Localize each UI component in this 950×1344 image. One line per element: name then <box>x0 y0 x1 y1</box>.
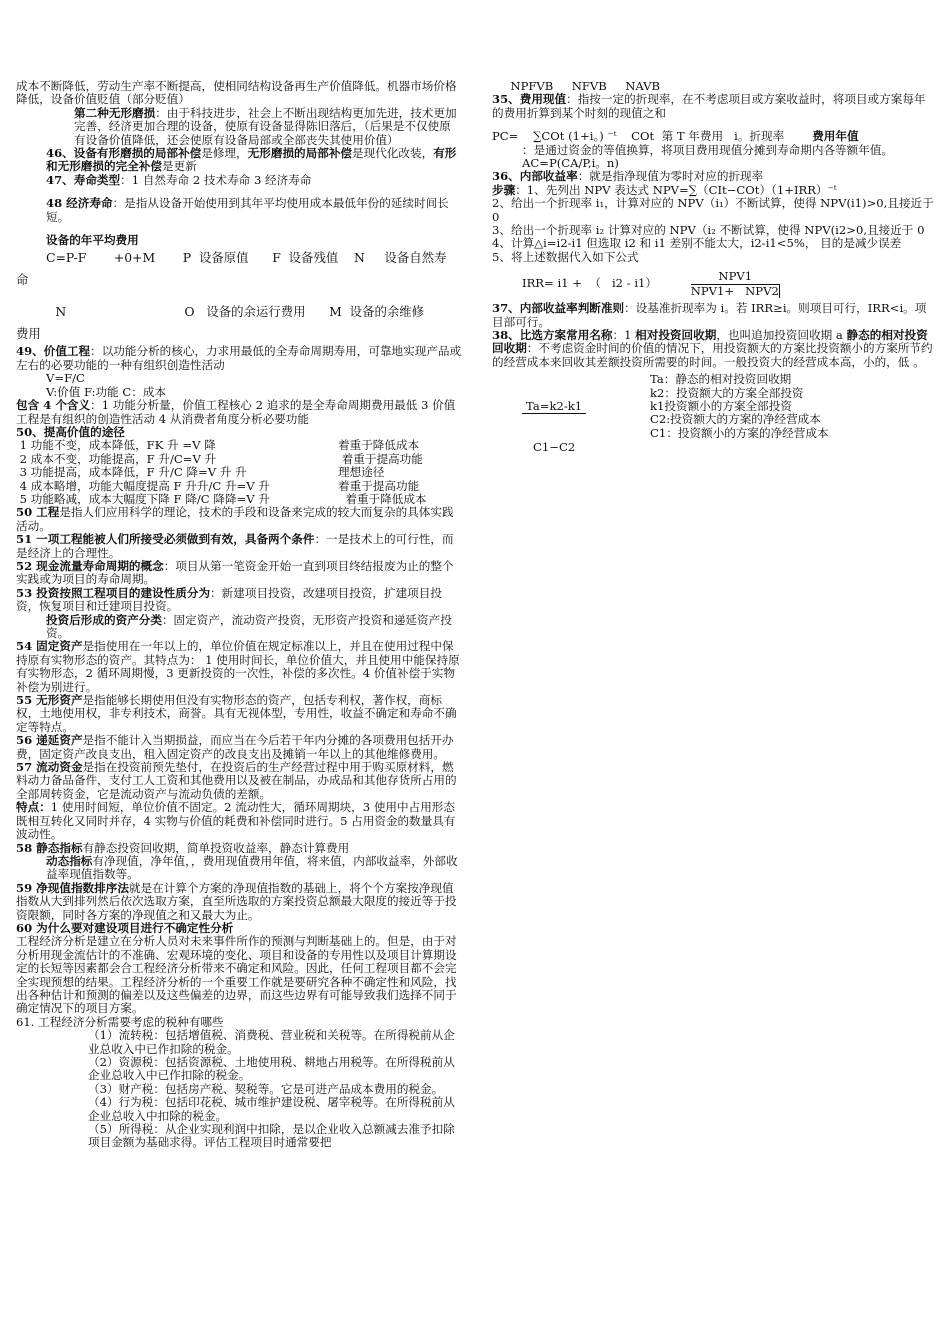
term: 46、设备有形磨损的局部补偿 <box>46 146 202 161</box>
text: 是更新 <box>161 159 197 174</box>
text: ：1 功能分析量，价值工程核心 2 追求的是全寿命周期费用最低 3 价值工程是有组织的创造性活动 4 从消费者角度分析必要功能 <box>16 398 456 426</box>
item-36 <box>492 170 934 183</box>
legend-item: Ta：静态的相对投资回收期 <box>650 372 792 387</box>
text: 是指能够长期使用但没有实物形态的资产，包括专利权，著作权，商标权，土地使用权，非专利技术，商誉。具有无视体型，专用性，收益不确定和寿命不确定等特点。 <box>16 693 457 734</box>
text: ：1 自然寿命 2 技术寿命 3 经济寿命 <box>120 172 312 187</box>
term: 54 固定资产 <box>16 639 83 654</box>
term: 36、内部收益率 <box>492 169 578 184</box>
tax-item: （2）资源税：包括资源税、土地使用税、耕地占用税等。在所得税前从企业总收入中已作扣除的税金。 <box>88 1055 455 1083</box>
way-text: 2 成本不变，功能提高，F 升/C=V 升 <box>16 451 217 466</box>
text: ：1 <box>612 327 636 342</box>
item-48 <box>16 197 462 224</box>
way-row <box>16 453 462 466</box>
term: 57 流动资金 <box>16 760 83 775</box>
item-58 <box>16 842 462 855</box>
ta-formula <box>492 373 650 481</box>
text: 是修理， <box>201 146 248 161</box>
item-51 <box>16 533 462 560</box>
item-61-title: 61. 工程经济分析需要考虑的税种有哪些 <box>16 1014 224 1029</box>
term: 56 递延资产 <box>16 733 83 748</box>
text: ：指按一定的折现率，在不考虑项目或方案收益时，将项目或方案每年的费用折算到某个时刻的现值之和 <box>492 92 926 120</box>
item-46 <box>16 147 462 174</box>
way-focus: 着重于提高功能 <box>338 451 423 466</box>
way-row <box>16 466 462 479</box>
item-60-title: 60 为什么要对建设项目进行不确定性分析 <box>16 920 234 935</box>
term: 步骤 <box>492 182 516 197</box>
item-38 <box>492 329 934 369</box>
way-text: 3 功能提高，成本降低，F 升/C 降=V 升 升 <box>16 465 247 480</box>
item-52 <box>16 560 462 587</box>
way-focus: 着重于提高功能 <box>338 478 420 493</box>
pc-formula: PC= ∑COt (1+i。) ⁻ᵗ COt 第 T 年费用 i。折现率 <box>492 129 785 144</box>
ta-numerator: Ta=k2-k1 <box>522 400 586 414</box>
term: 38、比选方案常用名称 <box>492 327 613 342</box>
tax-item: （4）行为税：包括印花税、城市维护建设税、屠宰税等。在所得税前从企业总收入中扣除的税金。 <box>88 1095 455 1123</box>
term: 特点： <box>16 800 51 815</box>
term: 有形和无形磨损的完全补偿 <box>46 146 457 174</box>
right-column <box>492 80 934 481</box>
legend-item: C2:投资额大的方案的净经营成本 <box>650 412 821 427</box>
text: 有净现值，净年值，，费用现值费用年值，将来值，内部收益率，外部收益率现值指数等。 <box>46 853 458 882</box>
way-text: 4 成本略增，功能大幅度提高 F 升升/C 升=V 升 <box>16 478 270 493</box>
term: 59 净现值指数排序法 <box>16 880 129 895</box>
text: 是现代化改装， <box>352 146 434 161</box>
ways-table <box>16 439 462 506</box>
item-include <box>16 399 462 426</box>
text: 是指在投资前预先垫付，在投资后的生产经营过程中用于购买原材料，燃料动力备品备件，支付工人工资和其他费用以及被在制品，办成品和其他存货所占用的全部周转资金，它是流动资产与流动负债的差额。 <box>16 760 457 801</box>
formula-line-2b: 费用 <box>16 326 41 342</box>
text: 有静态投资回收期，简单投资收益率，静态计算费用 <box>82 840 350 855</box>
term: 35、费用现值 <box>492 92 567 107</box>
abbr-line: NPFVB NFVB NAVB <box>492 79 661 93</box>
ta-fraction <box>522 373 586 481</box>
text: 就是在计算个方案的净现值指数的基础上，将个个方案按净现值指数从大到排列然后依次选取方案，直至所选取的方案投资总额最大限度的接近等于投资限额，同时各方案的净现值之和又最大为止。 <box>16 880 457 922</box>
term: 53 投资按照工程项目的建设性质分为 <box>16 585 211 600</box>
text: ，也叫追加投资回收期 a <box>716 327 847 342</box>
legend-item: k2：投资额大的方案全部投资 <box>650 385 804 400</box>
text: ：新建项目投资，改建项目投资，扩建项目投资，恢复项目和迁建项目投资。 <box>16 585 442 614</box>
item-47 <box>16 174 462 187</box>
term: 无形磨损的局部补偿 <box>247 146 353 161</box>
term: 费用年值 <box>812 129 859 144</box>
item-59 <box>16 882 462 922</box>
item-56 <box>16 734 462 761</box>
term: 52 现金流量寿命周期的概念 <box>16 558 164 573</box>
way-focus: 着重于降低成本 <box>338 438 420 453</box>
ta-block <box>492 373 934 481</box>
irr-denominator: NPV1+ NPV2 <box>690 283 779 298</box>
vfc-legend: V:价值 F:功能 C：成本 <box>46 384 167 399</box>
item-53 <box>16 587 462 614</box>
way-row <box>16 439 462 452</box>
text: 是指使用在一年以上的，单位价值在规定标准以上，并且在使用过程中保持原有实物形态的资产。其特点为： 1 使用时间长，单位价值大，并且使用中能保持原有实物形态，2 循环周期慢，3 更新投资的一次性，补偿的多次性。4 价值补偿于实物补偿为别进行。 <box>16 639 460 694</box>
ta-legend <box>650 373 829 481</box>
text: 1 使用时间短，单位价值不固定。2 流动性大，循环周期块，3 使用中占用形态既相互转化又同时并存，4 实物与价值的耗费和补偿同时进行。5 占用资金的数量具有波动性。 <box>16 800 456 842</box>
term: 动态指标 <box>46 853 93 868</box>
way-row <box>16 493 462 506</box>
formula-line-1: C=P-F +0+M P 设备原值 F 设备残值 N 设备自然寿 <box>46 250 447 266</box>
text: ：是指从设备开始使用到其年平均使用成本最低年份的延续时间长短。 <box>46 196 449 224</box>
text: ：固定资产，流动资产投资，无形资产投资和递延资产投资。 <box>46 612 452 640</box>
step-2: 2、给出一个折现率 i₁，计算对应的 NPV（i₁）不断试算，使得 NPV(i1)>0,且接近于 0 <box>492 196 934 224</box>
formula-line-1b: 命 <box>16 272 29 288</box>
item-50b <box>16 506 462 533</box>
irr-numerator: NPV1 <box>691 270 780 284</box>
text: ：不考虑资金时间的价值的情况下，用投资额大的方案比投资额小的方案所节约的经营成本来回收其差额投资所需要的时间。一般投资大的经营成本高，小的，低 。 <box>492 341 933 369</box>
term: 47、寿命类型 <box>46 172 121 187</box>
tax-item: （1）流转税：包括增值税、消费税、营业税和关税等。在所得税前从企业总收入中已作扣除的税金。 <box>88 1028 455 1056</box>
item-58c <box>16 855 462 882</box>
way-text: 1 功能不变，成本降低，FK 升 =V 降 <box>16 438 216 453</box>
paragraph-second-wear <box>16 107 462 147</box>
item-57 <box>16 761 462 801</box>
way-row <box>16 480 462 493</box>
item-35 <box>492 93 934 120</box>
left-column <box>16 80 462 1150</box>
tax-item: （3）财产税：包括房产税、契税等。它是可进产品成本费用的税金。 <box>88 1081 444 1096</box>
formula-line-2: N O 设备的余运行费用 M 设备的余维修 <box>16 304 425 320</box>
legend-item: k1投资额小的方案全部投资 <box>650 398 792 413</box>
item-60-body: 工程经济分析是建立在分析人员对未来事件所作的预测与判断基础上的。但是，由于对分析用现金流估计的不准确、宏观环境的变化、项目和设备的专用性以及项目计算期设定的长短等因素都会合工程经济分析带来不确定和风险。因此，任何工程项目都不会完全实现预想的结果。工程经济分析的一个重要工作就是要研究各种不确定性和风险，找出各种估计和预测的偏差以及这些偏差的边界，而这些边界有可能导致我们选择不同于确定情况下的项目方案。 <box>16 934 457 1016</box>
text: ：项目从第一笔资金开始一直到项目终结报废为止的整个实践或为项目的寿命周期。 <box>16 558 454 587</box>
text: ：1、先列出 NPV 表达式 NPV=∑（CIt−COt）（1+IRR）⁻ᵗ <box>515 182 837 197</box>
irr-left: IRR= i1 + （ i2 - i1） <box>522 276 657 291</box>
item-50-title: 50、提高价值的途径 <box>16 424 125 439</box>
term: 55 无形资产 <box>16 693 83 708</box>
item-55 <box>16 694 462 734</box>
term: 48 经济寿命 <box>46 196 113 211</box>
text: 是指不能计入当期损益，而应当在今后若干年内分摊的各项费用包括开办费，固定资产改良支出，租入固定资产的改良支出及摊销一年以上的其他维修费用。 <box>16 733 454 761</box>
term: 静态的相对投资回收期 <box>492 327 928 356</box>
item-37 <box>492 302 934 329</box>
irr-fraction <box>691 270 780 298</box>
text: ：一是技术上的可行性，而是经济上的合理性。 <box>16 532 454 560</box>
term: 51 一项工程能被人们所接受必须做到有效，具备两个条件 <box>16 532 315 547</box>
term: 第二种无形磨损 <box>74 105 156 120</box>
item-57c <box>16 801 462 841</box>
annual-cost-title: 设备的年平均费用 <box>46 233 139 248</box>
way-text: 5 功能略减，成本大幅度下降 F 降/C 降降=V 升 <box>16 491 270 506</box>
text: ：以功能分析的核心，力求用最低的全寿命周期寿用，可靠地实现产品或左右的必要功能的一种有组织创造性活动 <box>16 344 462 372</box>
paragraph-intro: 成本不断降低，劳动生产率不断提高，使相同结构设备再生产价值降低。机器市场价格降低，设备价值贬值（部分贬值） <box>16 79 457 107</box>
text: 是指人们应用科学的理论，技术的手段和设备来完成的较大而复杂的具体实践活动。 <box>16 505 454 533</box>
item-53c <box>16 614 462 641</box>
term: 37、内部收益率判断准则 <box>492 301 625 316</box>
text: ：设基准折现率为 i。若 IRR≥i。则项目可行，IRR<i。项目部可行。 <box>492 301 927 329</box>
step-4: 4、计算△i=i2-i1 但选取 i2 和 i1 差别不能太大，i2-i1<5%， 目的是减少误差 <box>492 236 902 251</box>
term: 58 静态指标 <box>16 840 83 855</box>
way-focus: 理想途径 <box>338 465 385 480</box>
term: 投资后形成的资产分类 <box>46 612 162 627</box>
irr-formula <box>492 270 934 298</box>
ta-denominator: C1−C2 <box>532 440 576 455</box>
step-3: 3、给出一个折现率 i₂ 计算对应的 NPV（i₂ 不断试算，使得 NPV(i2>0,且接近于 0 <box>492 223 925 238</box>
steps <box>492 184 934 197</box>
pc-formula-line <box>492 130 934 143</box>
step-5: 5、将上述数据代入如下公式 <box>492 249 639 264</box>
term: 包含 4 个含义 <box>16 398 91 413</box>
term: 50 工程 <box>16 505 60 520</box>
text: ：就是指净现值为零时对应的折现率 <box>577 169 764 184</box>
item-49 <box>16 345 462 372</box>
term: 相对投资回收期 <box>635 327 717 342</box>
item-54 <box>16 640 462 694</box>
annual-value: ：是通过资金的等值换算，将项目费用现值分摊到寿命期内各等额年值。 AC=P(CA/P,i。n) <box>522 142 894 171</box>
text: ：由于科技进步，社会上不断出现结构更加先进，技术更加完善，经济更加合理的设备，使原有设备显得陈旧落后，（后果是不仅使原有设备价值降低，还会使原有设备局部或全部丧失其使用价值） <box>74 105 457 147</box>
vfc-formula: V=F/C <box>46 371 85 386</box>
term: 49、价值工程 <box>16 344 91 359</box>
tax-item: （5）所得税：从企业实现利润中扣除，是以企业收入总额减去准予扣除项目金额为基础求得。评估工程项目时通常要把 <box>88 1122 455 1150</box>
legend-item: C1：投资额小的方案的净经营成本 <box>650 425 829 440</box>
way-focus: 着重于降低成本 <box>338 491 427 506</box>
